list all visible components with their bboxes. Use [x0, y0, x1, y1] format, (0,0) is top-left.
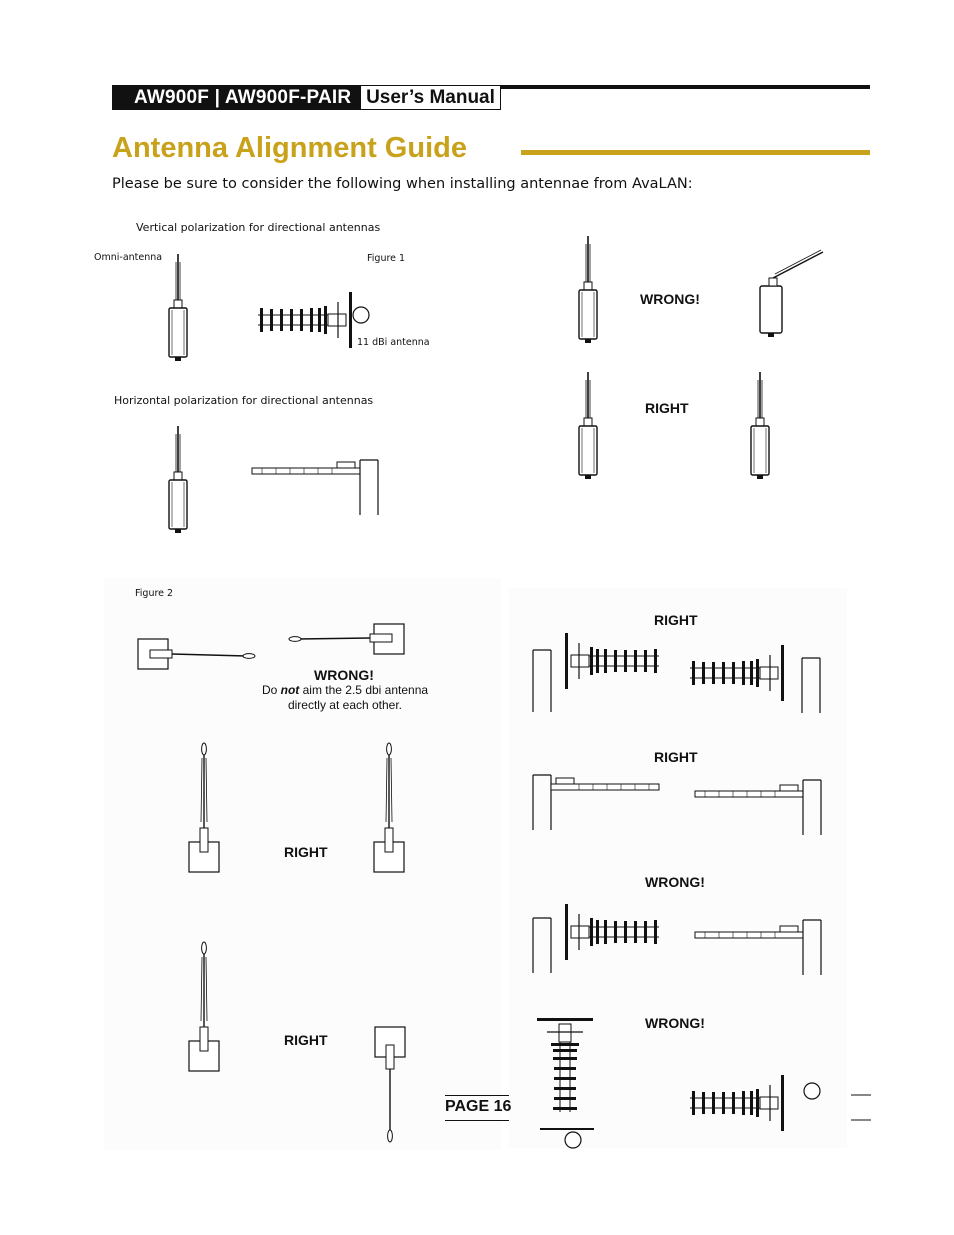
- vertical-caption: Vertical polarization for directional antennas: [136, 221, 381, 234]
- page-rule-top: [445, 1095, 509, 1096]
- wrong-label-yagi-1: WRONG!: [645, 874, 705, 890]
- figure1-label: Figure 1: [367, 253, 406, 264]
- right-label-wall-1: RIGHT: [284, 844, 328, 860]
- wall-note-line2: directly at each other.: [287, 698, 403, 712]
- page-number: PAGE 16: [445, 1098, 512, 1115]
- wall-note: [245, 683, 445, 697]
- page-rule-bottom: [445, 1120, 509, 1121]
- horizontal-caption: Horizontal polarization for directional antennas: [114, 394, 374, 407]
- page-title: Antenna Alignment Guide: [112, 132, 467, 164]
- note-emphasis: not: [280, 683, 300, 697]
- right-label-yagi-2: RIGHT: [654, 749, 698, 765]
- wrong-label-yagi-2: WRONG!: [645, 1015, 705, 1031]
- right-label-wall-2: RIGHT: [284, 1032, 328, 1048]
- header-manual: User’s Manual: [360, 85, 501, 110]
- wrong-label-wall: WRONG!: [314, 667, 374, 683]
- intro-text: Please be sure to consider the following when installing antennae from AvaLAN:: [112, 176, 693, 192]
- right-label-yagi-1: RIGHT: [654, 612, 698, 628]
- note-suffix: aim the 2.5 dbi antenna: [299, 683, 429, 697]
- figure2-label: Figure 2: [135, 588, 174, 599]
- right-label-omni: RIGHT: [645, 400, 689, 416]
- header-product: AW900F | AW900F-PAIR: [112, 85, 360, 110]
- omni-label: Omni-antenna: [94, 252, 163, 263]
- note-prefix: Do: [261, 683, 281, 697]
- wrong-label-omni: WRONG!: [640, 291, 700, 307]
- antenna-label: 11 dBi antenna: [357, 337, 430, 348]
